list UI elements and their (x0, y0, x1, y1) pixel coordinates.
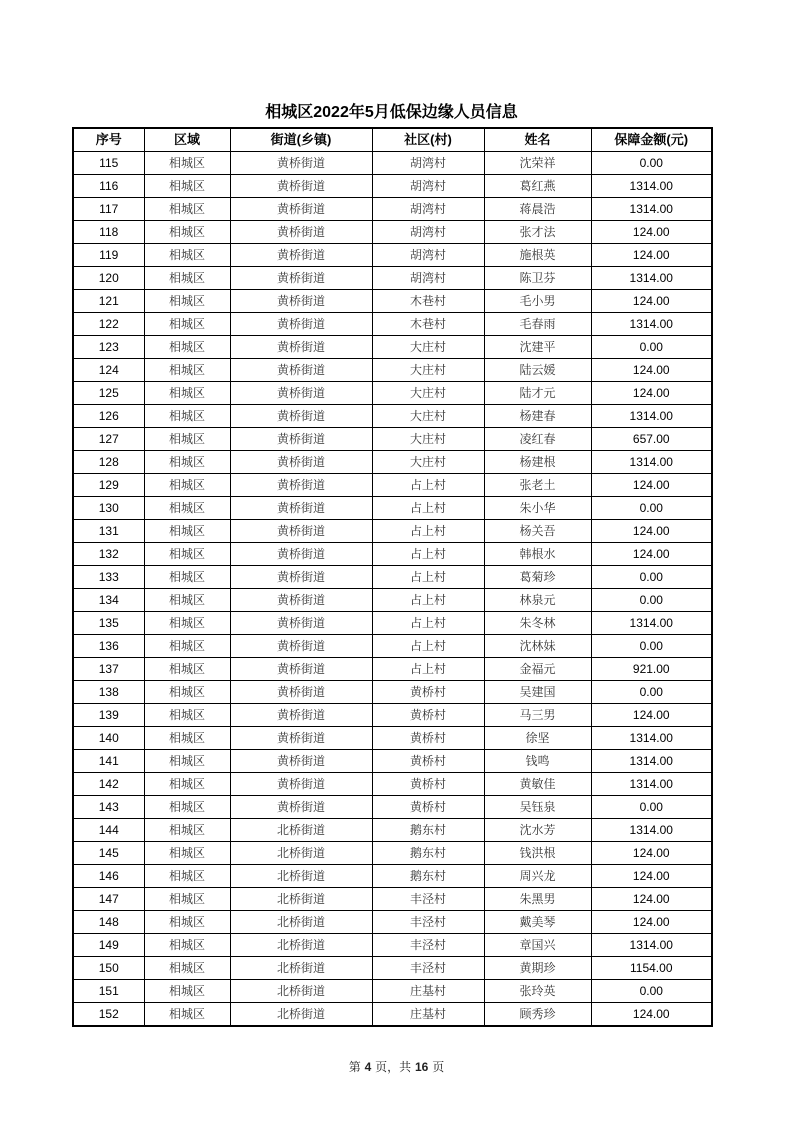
cell-region: 相城区 (144, 934, 230, 957)
cell-amount: 657.00 (591, 428, 712, 451)
cell-community: 大庄村 (372, 382, 484, 405)
cell-region: 相城区 (144, 796, 230, 819)
cell-index: 147 (73, 888, 144, 911)
cell-street: 黄桥街道 (230, 198, 372, 221)
cell-index: 130 (73, 497, 144, 520)
cell-community: 大庄村 (372, 451, 484, 474)
cell-region: 相城区 (144, 175, 230, 198)
table-row (73, 681, 712, 704)
table-row (73, 175, 712, 198)
cell-region: 相城区 (144, 957, 230, 980)
cell-community: 胡湾村 (372, 198, 484, 221)
cell-amount: 0.00 (591, 152, 712, 175)
cell-community: 胡湾村 (372, 175, 484, 198)
cell-street: 北桥街道 (230, 865, 372, 888)
cell-amount: 0.00 (591, 566, 712, 589)
cell-street: 黄桥街道 (230, 566, 372, 589)
cell-region: 相城区 (144, 428, 230, 451)
cell-community: 丰泾村 (372, 911, 484, 934)
cell-street: 北桥街道 (230, 934, 372, 957)
cell-name: 杨关吾 (484, 520, 591, 543)
cell-region: 相城区 (144, 267, 230, 290)
cell-name: 葛红燕 (484, 175, 591, 198)
cell-index: 125 (73, 382, 144, 405)
cell-street: 黄桥街道 (230, 474, 372, 497)
table-row (73, 911, 712, 934)
cell-region: 相城区 (144, 198, 230, 221)
cell-street: 黄桥街道 (230, 152, 372, 175)
cell-region: 相城区 (144, 221, 230, 244)
cell-amount: 1314.00 (591, 934, 712, 957)
cell-region: 相城区 (144, 589, 230, 612)
cell-index: 144 (73, 819, 144, 842)
cell-index: 120 (73, 267, 144, 290)
cell-index: 132 (73, 543, 144, 566)
cell-community: 木巷村 (372, 290, 484, 313)
cell-index: 152 (73, 1003, 144, 1027)
cell-amount: 1314.00 (591, 198, 712, 221)
cell-index: 133 (73, 566, 144, 589)
cell-name: 张老土 (484, 474, 591, 497)
col-header-community: 社区(村) (372, 128, 484, 152)
cell-amount: 1314.00 (591, 727, 712, 750)
cell-name: 黄敏佳 (484, 773, 591, 796)
cell-community: 丰泾村 (372, 934, 484, 957)
cell-region: 相城区 (144, 980, 230, 1003)
cell-street: 黄桥街道 (230, 290, 372, 313)
cell-region: 相城区 (144, 842, 230, 865)
cell-community: 黄桥村 (372, 681, 484, 704)
cell-index: 139 (73, 704, 144, 727)
cell-street: 黄桥街道 (230, 221, 372, 244)
cell-amount: 1154.00 (591, 957, 712, 980)
cell-name: 金福元 (484, 658, 591, 681)
cell-community: 占上村 (372, 589, 484, 612)
table-row (73, 497, 712, 520)
table-row (73, 888, 712, 911)
cell-street: 北桥街道 (230, 957, 372, 980)
cell-region: 相城区 (144, 359, 230, 382)
cell-community: 占上村 (372, 543, 484, 566)
table-row (73, 221, 712, 244)
document-title: 相城区2022年5月低保边缘人员信息 (265, 104, 518, 121)
cell-amount: 1314.00 (591, 819, 712, 842)
cell-amount: 124.00 (591, 1003, 712, 1027)
cell-street: 黄桥街道 (230, 336, 372, 359)
cell-index: 129 (73, 474, 144, 497)
cell-index: 123 (73, 336, 144, 359)
cell-index: 149 (73, 934, 144, 957)
cell-name: 马三男 (484, 704, 591, 727)
cell-name: 凌红春 (484, 428, 591, 451)
cell-amount: 124.00 (591, 842, 712, 865)
cell-amount: 0.00 (591, 497, 712, 520)
cell-amount: 0.00 (591, 635, 712, 658)
cell-community: 丰泾村 (372, 888, 484, 911)
cell-name: 杨建春 (484, 405, 591, 428)
table-body (73, 152, 712, 1027)
cell-amount: 1314.00 (591, 750, 712, 773)
table-row (73, 980, 712, 1003)
cell-amount: 1314.00 (591, 451, 712, 474)
cell-amount: 0.00 (591, 589, 712, 612)
cell-region: 相城区 (144, 1003, 230, 1027)
table-row (73, 520, 712, 543)
cell-amount: 0.00 (591, 796, 712, 819)
cell-street: 黄桥街道 (230, 635, 372, 658)
cell-name: 张才法 (484, 221, 591, 244)
cell-community: 大庄村 (372, 428, 484, 451)
cell-street: 黄桥街道 (230, 175, 372, 198)
cell-amount: 124.00 (591, 543, 712, 566)
cell-index: 128 (73, 451, 144, 474)
cell-region: 相城区 (144, 612, 230, 635)
col-header-name: 姓名 (484, 128, 591, 152)
cell-index: 151 (73, 980, 144, 1003)
table-row (73, 750, 712, 773)
cell-region: 相城区 (144, 911, 230, 934)
cell-index: 118 (73, 221, 144, 244)
table-row (73, 198, 712, 221)
table-row (73, 428, 712, 451)
table-row (73, 474, 712, 497)
cell-street: 北桥街道 (230, 842, 372, 865)
cell-name: 钱鸣 (484, 750, 591, 773)
cell-name: 沈水芳 (484, 819, 591, 842)
cell-region: 相城区 (144, 313, 230, 336)
cell-community: 占上村 (372, 566, 484, 589)
cell-amount: 124.00 (591, 359, 712, 382)
cell-community: 黄桥村 (372, 796, 484, 819)
cell-name: 杨建根 (484, 451, 591, 474)
cell-region: 相城区 (144, 819, 230, 842)
cell-amount: 124.00 (591, 520, 712, 543)
cell-region: 相城区 (144, 244, 230, 267)
cell-community: 木巷村 (372, 313, 484, 336)
cell-street: 北桥街道 (230, 911, 372, 934)
cell-name: 陈卫芬 (484, 267, 591, 290)
cell-name: 张玲英 (484, 980, 591, 1003)
header-row (73, 128, 712, 152)
cell-name: 朱黑男 (484, 888, 591, 911)
cell-name: 葛菊珍 (484, 566, 591, 589)
cell-amount: 124.00 (591, 290, 712, 313)
cell-region: 相城区 (144, 681, 230, 704)
cell-region: 相城区 (144, 382, 230, 405)
cell-community: 占上村 (372, 635, 484, 658)
cell-name: 林泉元 (484, 589, 591, 612)
cell-amount: 124.00 (591, 244, 712, 267)
cell-community: 大庄村 (372, 336, 484, 359)
cell-name: 韩根水 (484, 543, 591, 566)
col-header-amount: 保障金额(元) (591, 128, 712, 152)
cell-index: 131 (73, 520, 144, 543)
cell-region: 相城区 (144, 290, 230, 313)
cell-region: 相城区 (144, 658, 230, 681)
table-row (73, 566, 712, 589)
page-footer (0, 1058, 793, 1075)
cell-street: 黄桥街道 (230, 382, 372, 405)
cell-index: 141 (73, 750, 144, 773)
cell-street: 黄桥街道 (230, 428, 372, 451)
cell-index: 142 (73, 773, 144, 796)
table-row (73, 658, 712, 681)
cell-region: 相城区 (144, 888, 230, 911)
cell-community: 占上村 (372, 612, 484, 635)
cell-name: 钱洪根 (484, 842, 591, 865)
cell-index: 150 (73, 957, 144, 980)
cell-street: 北桥街道 (230, 1003, 372, 1027)
cell-region: 相城区 (144, 704, 230, 727)
cell-index: 119 (73, 244, 144, 267)
table-row (73, 865, 712, 888)
cell-street: 北桥街道 (230, 980, 372, 1003)
cell-region: 相城区 (144, 474, 230, 497)
cell-community: 庄基村 (372, 980, 484, 1003)
cell-index: 122 (73, 313, 144, 336)
total-pages: 16 (415, 1060, 429, 1074)
cell-index: 115 (73, 152, 144, 175)
table-row (73, 819, 712, 842)
cell-name: 黄期珍 (484, 957, 591, 980)
table-row (73, 934, 712, 957)
table-row (73, 773, 712, 796)
cell-street: 黄桥街道 (230, 612, 372, 635)
cell-street: 黄桥街道 (230, 244, 372, 267)
cell-name: 沈荣祥 (484, 152, 591, 175)
cell-street: 黄桥街道 (230, 796, 372, 819)
cell-community: 占上村 (372, 658, 484, 681)
data-table (72, 127, 713, 1027)
cell-region: 相城区 (144, 336, 230, 359)
cell-name: 徐坚 (484, 727, 591, 750)
table-row (73, 612, 712, 635)
cell-index: 138 (73, 681, 144, 704)
cell-region: 相城区 (144, 405, 230, 428)
cell-index: 127 (73, 428, 144, 451)
cell-street: 北桥街道 (230, 888, 372, 911)
cell-name: 戴美琴 (484, 911, 591, 934)
footer-middle: 页，共 (375, 1060, 412, 1074)
cell-street: 黄桥街道 (230, 451, 372, 474)
cell-community: 占上村 (372, 474, 484, 497)
cell-community: 占上村 (372, 497, 484, 520)
cell-name: 施根英 (484, 244, 591, 267)
col-header-index: 序号 (73, 128, 144, 152)
cell-amount: 0.00 (591, 980, 712, 1003)
cell-community: 黄桥村 (372, 750, 484, 773)
cell-street: 黄桥街道 (230, 405, 372, 428)
cell-name: 顾秀珍 (484, 1003, 591, 1027)
cell-amount: 921.00 (591, 658, 712, 681)
cell-amount: 1314.00 (591, 175, 712, 198)
cell-region: 相城区 (144, 727, 230, 750)
cell-community: 鹅东村 (372, 865, 484, 888)
cell-region: 相城区 (144, 520, 230, 543)
cell-community: 庄基村 (372, 1003, 484, 1027)
cell-amount: 1314.00 (591, 405, 712, 428)
cell-street: 黄桥街道 (230, 313, 372, 336)
cell-street: 北桥街道 (230, 819, 372, 842)
cell-name: 陆才元 (484, 382, 591, 405)
cell-community: 鹅东村 (372, 819, 484, 842)
cell-index: 135 (73, 612, 144, 635)
cell-index: 116 (73, 175, 144, 198)
cell-community: 黄桥村 (372, 704, 484, 727)
cell-street: 黄桥街道 (230, 681, 372, 704)
cell-street: 黄桥街道 (230, 267, 372, 290)
cell-region: 相城区 (144, 865, 230, 888)
table-row (73, 957, 712, 980)
cell-community: 大庄村 (372, 359, 484, 382)
cell-amount: 0.00 (591, 681, 712, 704)
table-row (73, 313, 712, 336)
cell-name: 章国兴 (484, 934, 591, 957)
cell-street: 黄桥街道 (230, 589, 372, 612)
cell-region: 相城区 (144, 543, 230, 566)
cell-amount: 124.00 (591, 911, 712, 934)
cell-index: 136 (73, 635, 144, 658)
cell-index: 121 (73, 290, 144, 313)
table-row (73, 543, 712, 566)
cell-name: 朱冬林 (484, 612, 591, 635)
table-row (73, 727, 712, 750)
cell-name: 陆云媛 (484, 359, 591, 382)
table-row (73, 359, 712, 382)
cell-name: 毛小男 (484, 290, 591, 313)
table-row (73, 244, 712, 267)
cell-index: 117 (73, 198, 144, 221)
cell-amount: 1314.00 (591, 773, 712, 796)
cell-region: 相城区 (144, 773, 230, 796)
cell-name: 毛春雨 (484, 313, 591, 336)
cell-name: 朱小华 (484, 497, 591, 520)
cell-index: 146 (73, 865, 144, 888)
cell-street: 黄桥街道 (230, 497, 372, 520)
cell-amount: 1314.00 (591, 313, 712, 336)
cell-street: 黄桥街道 (230, 773, 372, 796)
cell-amount: 124.00 (591, 474, 712, 497)
cell-name: 蒋晨浩 (484, 198, 591, 221)
cell-community: 黄桥村 (372, 727, 484, 750)
table-row (73, 405, 712, 428)
cell-region: 相城区 (144, 566, 230, 589)
cell-index: 140 (73, 727, 144, 750)
table-row (73, 704, 712, 727)
cell-index: 145 (73, 842, 144, 865)
table-row (73, 635, 712, 658)
cell-index: 137 (73, 658, 144, 681)
table-row (73, 336, 712, 359)
cell-street: 黄桥街道 (230, 704, 372, 727)
cell-street: 黄桥街道 (230, 658, 372, 681)
cell-street: 黄桥街道 (230, 727, 372, 750)
cell-community: 胡湾村 (372, 267, 484, 290)
cell-community: 占上村 (372, 520, 484, 543)
cell-community: 胡湾村 (372, 221, 484, 244)
table-row (73, 382, 712, 405)
cell-street: 黄桥街道 (230, 359, 372, 382)
table-row (73, 290, 712, 313)
cell-community: 黄桥村 (372, 773, 484, 796)
cell-region: 相城区 (144, 152, 230, 175)
cell-name: 吴建国 (484, 681, 591, 704)
cell-amount: 1314.00 (591, 612, 712, 635)
cell-index: 134 (73, 589, 144, 612)
cell-community: 胡湾村 (372, 244, 484, 267)
cell-name: 吴钰泉 (484, 796, 591, 819)
cell-street: 黄桥街道 (230, 750, 372, 773)
cell-amount: 124.00 (591, 865, 712, 888)
cell-street: 黄桥街道 (230, 543, 372, 566)
cell-region: 相城区 (144, 635, 230, 658)
cell-amount: 124.00 (591, 704, 712, 727)
col-header-street: 街道(乡镇) (230, 128, 372, 152)
cell-name: 周兴龙 (484, 865, 591, 888)
cell-amount: 1314.00 (591, 267, 712, 290)
cell-region: 相城区 (144, 750, 230, 773)
cell-community: 丰泾村 (372, 957, 484, 980)
cell-amount: 124.00 (591, 888, 712, 911)
cell-region: 相城区 (144, 451, 230, 474)
cell-amount: 124.00 (591, 382, 712, 405)
cell-name: 沈建平 (484, 336, 591, 359)
table-row (73, 842, 712, 865)
table-row (73, 796, 712, 819)
table-row (73, 1003, 712, 1027)
cell-name: 沈林妹 (484, 635, 591, 658)
cell-index: 148 (73, 911, 144, 934)
table-row (73, 589, 712, 612)
table-row (73, 451, 712, 474)
cell-index: 124 (73, 359, 144, 382)
table-row (73, 267, 712, 290)
cell-index: 143 (73, 796, 144, 819)
cell-community: 鹅东村 (372, 842, 484, 865)
current-page: 4 (364, 1060, 372, 1074)
footer-prefix: 第 (348, 1060, 361, 1074)
footer-suffix: 页 (432, 1060, 445, 1074)
table-row (73, 152, 712, 175)
cell-amount: 124.00 (591, 221, 712, 244)
cell-region: 相城区 (144, 497, 230, 520)
col-header-region: 区域 (144, 128, 230, 152)
cell-street: 黄桥街道 (230, 520, 372, 543)
cell-index: 126 (73, 405, 144, 428)
cell-community: 大庄村 (372, 405, 484, 428)
cell-amount: 0.00 (591, 336, 712, 359)
cell-community: 胡湾村 (372, 152, 484, 175)
